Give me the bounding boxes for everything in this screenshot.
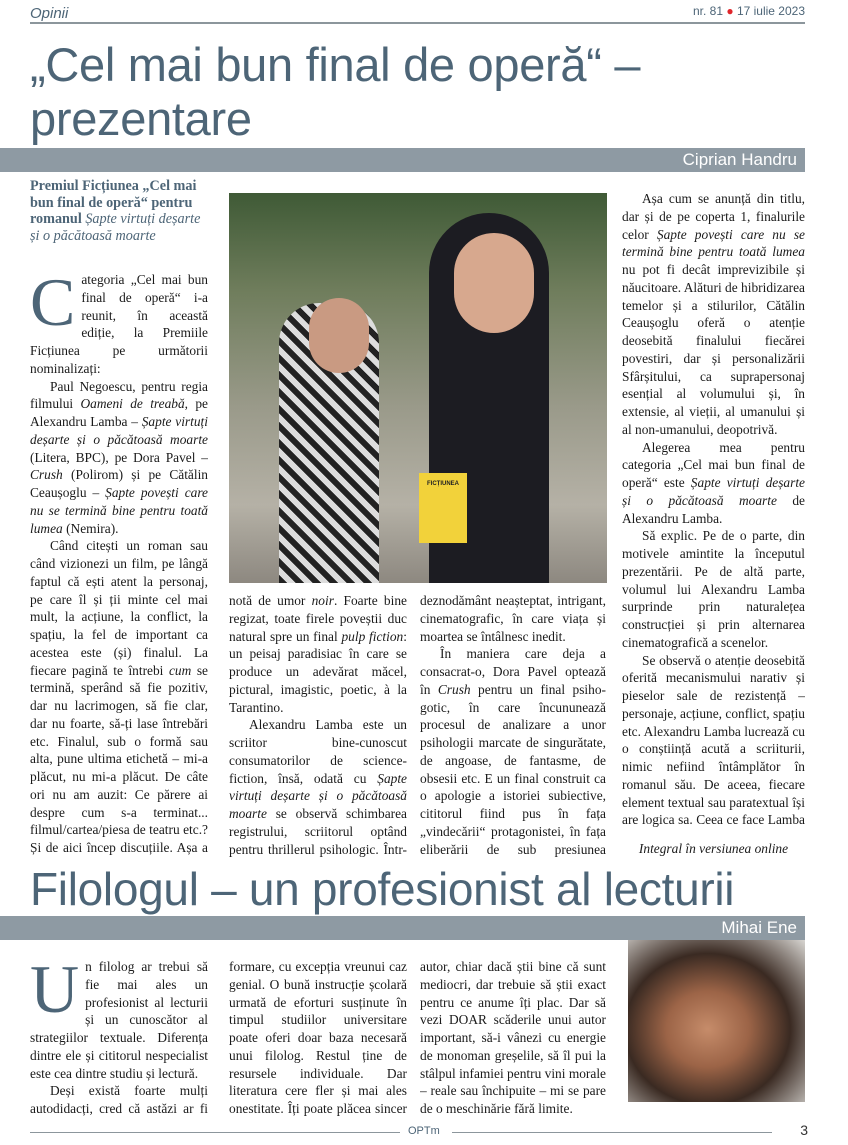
- page-number: 3: [800, 1122, 808, 1138]
- text-run: formare, cu excepția vreunui caz genial. O bună instrucție școlară urmată de eforturi susținute în timpul studiilor universitare poate oferi doar baza necesară unui filolog. Restul ține de resursele individuale. Dar literatura cere fler și mai ales onestitate. Îți poate plăcea sincer: [229, 959, 407, 1116]
- text-run: . Foarte bine regizat, toate firele poveștii duc natural spre un final: [229, 593, 407, 644]
- footer-line-left: [30, 1132, 400, 1133]
- article2-title: Filologul – un profesionist al lecturii: [30, 863, 735, 915]
- text-run: Alexandru Lamba este un scriitor bine-cunoscut consumatorilor de science-fiction, însă, odată cu: [229, 717, 407, 786]
- article2-column-1: [30, 958, 208, 1118]
- separator-dot-icon: ●: [726, 4, 734, 18]
- text-run: deznodământ neașteptat, intrigant, cinematografic, în care viața și moartea se întâlnesc inedit.: [420, 593, 606, 644]
- text-run: autor, chiar dacă știi bine că sunt mediocri, dar trebuie să știi exact pentru ce anume îți plac. Dar să vezi DOAR scăderile unui autor important, să-i vânezi cu energie de monoman greșelile, să îl pui la stâlpul infamiei pentru vini morale – reale sau închipuite – mi se pare de o meschinărie fără limite.: [420, 959, 606, 1116]
- drop-cap: U: [30, 958, 80, 1027]
- drop-cap: C: [30, 271, 76, 340]
- paragraph: [229, 958, 407, 1118]
- italic-title: Șapte virtuți deșarte și o păcătoasă moarte: [30, 414, 208, 447]
- text-run: Paul Negoescu, pentru regia filmului: [30, 378, 208, 412]
- italic-title: pulp fiction: [341, 628, 404, 644]
- text-run: (Nemira).: [62, 520, 119, 536]
- issue-date: [693, 4, 805, 18]
- text-run: se termină, sperând să fie pozitiv, dar nu lacrimogen, să fie clar, dar nu foarte, să-ți lase întrebări etc. Finalul, sub o formă sau alta, pune ultima etichetă – mi-a plăcut, nu mi-a plăcut. De câte ori nu am auzit: Ce părere ai despre cum s-a terminat... filmul/cartea/piesa de teatru etc.? Și de aici încep discuțiile. Așa a: [30, 662, 208, 855]
- paragraph: [30, 537, 208, 856]
- paragraph: [30, 378, 208, 538]
- italic-title: Oameni de treabă: [80, 396, 185, 412]
- italic-title: Crush: [30, 467, 63, 483]
- article1-subtitle: [30, 178, 210, 244]
- text-run: Când citești un roman sau când vizionezi un film, pe lângă faptul că ești atent la personaj, pe care îl și ții minte cel mai mult, la acțiune, la conflict, la spațiu, la fel de important ca acestea este (și) finalul. La fiecare pagină te întrebi: [30, 538, 208, 678]
- paragraph: [229, 716, 407, 857]
- text-run: ategoria „Cel mai bun final de operă“ i-a reunit, în această ediție, la Premiile Ficțiunea pe următorii nominalizați:: [30, 272, 208, 376]
- text-run: : un peisaj paradisiac în care se produce un adevărat măcel, pictural, imagistic, poetic, à la Tarantino.: [229, 628, 407, 715]
- text-run: Să explic. Pe de o parte, din motivele amintite la începutul prezentării. Pe de altă parte, volumul lui Alexandru Lamba surprinde prin naturalețea construcției și prin alternarea cinematografică a scenelor.: [622, 528, 805, 650]
- text-run: (Polirom) și pe Cătălin Ceaușoglu –: [30, 467, 208, 500]
- article1-column-1: [30, 271, 208, 856]
- italic-title: Șapte povești care nu se termină bine pentru toată lumea: [622, 226, 805, 260]
- paragraph: [622, 652, 805, 830]
- section-label: Opinii: [30, 5, 69, 22]
- text-run: Așa cum se anunță din titlu, dar și de pe coperta 1, finalurile celor: [622, 191, 805, 242]
- issue-number: nr. 81: [692, 4, 723, 18]
- footer-line-right: [452, 1132, 772, 1133]
- text-run: se observă schimbarea registrului, scriitorul optând pentru thrillerul psihologic. Într-: [229, 806, 407, 857]
- article2-column-2: [229, 958, 407, 1118]
- book-cover: FICȚIUNEA: [419, 473, 467, 543]
- paragraph: [420, 958, 606, 1118]
- header-divider: [30, 22, 805, 24]
- text-run: n filolog ar trebui să fie mai ales un profesionist al lecturii și un cunoscător al strategiilor textuale. Diferența dintre ele și cititorul nespecialist este cea dintre studiu și lectură.: [30, 959, 208, 1081]
- text-run: În maniera care deja a consacrat-o, Dora Pavel optează în: [420, 646, 606, 697]
- text-run: Premiul Ficțiunea „Cel mai bun final de operă“ pentru romanul: [30, 178, 197, 227]
- text-run: pentru un final psiho-gotic, în care încununează procesul de analizare a unor psihologii marcate de singurătate, de angoase, de fantasme, de obsesii etc. E un final construit ca o apologie a istoriei subiective, cititorul fiind pus în fața „vindecării“ protagonistei, în fața eliberării de sub presiunea: [420, 681, 606, 857]
- footer-publication: OPTm: [408, 1125, 440, 1137]
- paragraph: [30, 1082, 208, 1118]
- date: 17 iulie 2023: [736, 4, 805, 18]
- article2-author-bar: Mihai Ene: [0, 916, 805, 940]
- text-run: Deși există foarte mulți autodidacți, cred că astăzi ar fi: [30, 1083, 208, 1116]
- article2-column-3: [420, 958, 606, 1118]
- paragraph: [229, 592, 407, 716]
- paragraph: [420, 645, 606, 857]
- paragraph: [420, 592, 606, 645]
- text-run: notă de umor: [229, 593, 312, 608]
- face-left: [309, 298, 369, 373]
- article1-column-3: [420, 592, 606, 857]
- text-run: , pe Alexandru Lamba –: [30, 396, 208, 429]
- online-note[interactable]: Integral în versiunea online: [638, 841, 789, 856]
- text-run: Alegerea mea pentru categoria „Cel mai bun final de operă“ este: [622, 439, 805, 490]
- article1-photo: [229, 193, 607, 583]
- italic-title: Șapte virtuți deșarte și o păcătoasă moarte: [30, 211, 201, 244]
- paragraph: [622, 527, 805, 651]
- text-run: de Alexandru Lamba.: [622, 492, 805, 526]
- italic-title: Șapte povești care nu se termină bine pentru toată lumea: [30, 485, 208, 536]
- article1-column-4: [622, 190, 805, 829]
- text-run: nu pot fi decât imprevizibile și năucitoare. Alături de hibridizarea temelor și a stilurilor, Cătălin Ceaușoglu oferă o atenție deosebită finalului fiecărei povestiri, dar și personalizării Sfârșitului, ca suprapersonaj esențial al volumului și, în extensie, al vieții, al umanului și al non-umanului, deopotrivă.: [622, 262, 805, 437]
- text-run: (Litera, BPC), pe Dora Pavel –: [30, 449, 208, 465]
- italic-title: Șapte virtuți deșarte și o păcătoasă moarte: [229, 770, 407, 821]
- face-right: [454, 233, 534, 333]
- paragraph: [622, 439, 805, 528]
- italic-title: cum: [168, 662, 192, 678]
- author-photo: [628, 940, 805, 1102]
- article1-column-2: [229, 592, 407, 857]
- article1-author-bar: Ciprian Handru: [0, 148, 805, 172]
- italic-title: Șapte virtuți deșarte și o păcătoasă moarte: [622, 475, 805, 508]
- paragraph: [622, 190, 805, 439]
- article1-title: „Cel mai bun final de operă“ – prezentare: [30, 38, 641, 145]
- text-run: Se observă o atenție deosebită oferită mecanismului narativ și pieselor sale de rezistență – personaje, acțiune, conflict, spațiu etc. Alexandru Lamba lucrează cu o conștiință acută a scriiturii, nimic nefiind întâmplător în romanul său. De aceea, fiecare element textual sau paratextual își are logica sa. Ceea ce face Lamba: [622, 652, 805, 828]
- italic-title: Crush: [437, 681, 471, 697]
- italic-title: noir: [311, 593, 334, 608]
